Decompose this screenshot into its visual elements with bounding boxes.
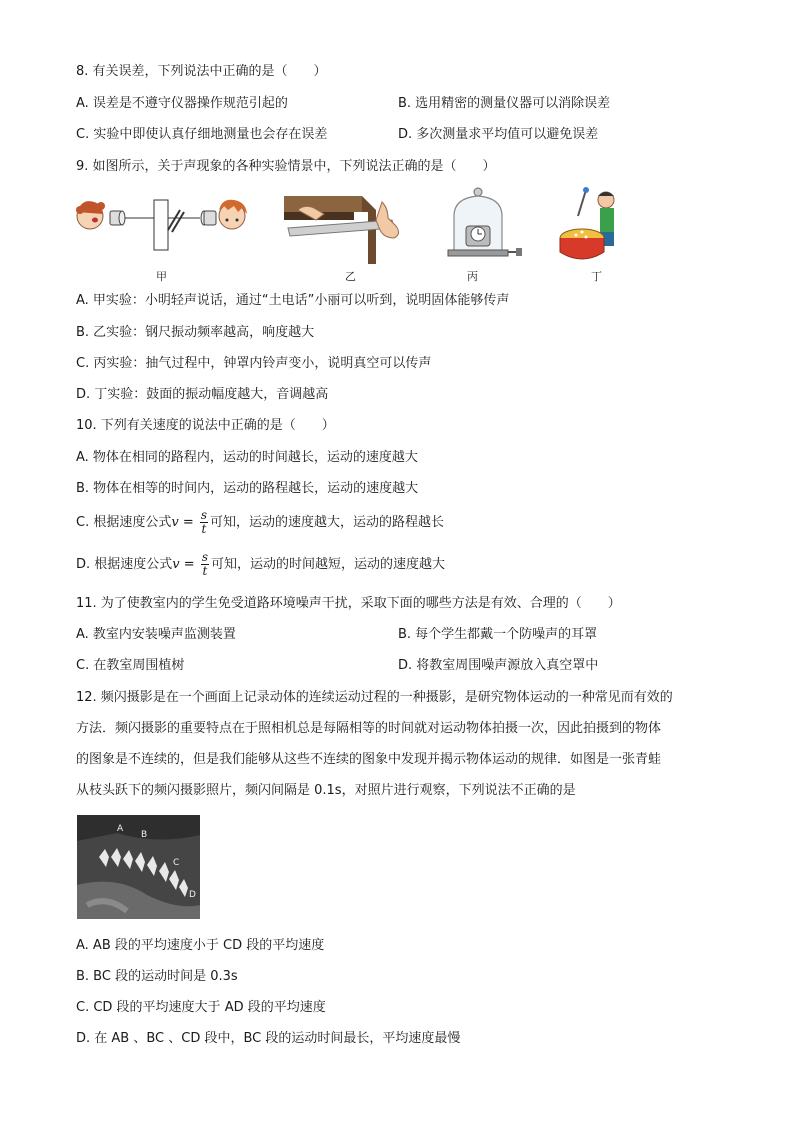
q10-option-c: [76, 508, 444, 538]
fraction-numerator: s: [201, 550, 208, 564]
velocity-symbol: v: [171, 515, 179, 530]
equals-sign: =: [178, 515, 198, 530]
figure-bing-bell-jar: [446, 186, 524, 266]
figure-jia-string-telephone: [72, 190, 252, 260]
q8-option-b: B. 选用精密的测量仪器可以消除误差: [398, 96, 611, 111]
frog-strobe-image: [77, 815, 200, 919]
photo-label-b: B: [141, 830, 148, 840]
q10-option-b: B. 物体在相等的时间内，运动的路程越长，运动的速度越大: [76, 481, 419, 496]
q10-option-d-suffix: 可知，运动的时间越短，运动的速度越大: [210, 557, 445, 572]
frog-strobe-photo: [77, 815, 200, 919]
figure-label-jia: 甲: [156, 270, 167, 283]
q12-stem-line-2: 方法．频闪摄影的重要特点在于照相机总是每隔相等的时间就对运动物体拍摄一次，因此拍摄到的物体: [76, 721, 662, 736]
q11-option-c: C. 在教室周围植树: [76, 658, 185, 673]
figure-ding-drum: [556, 186, 636, 268]
q9-option-d: D. 丁实验：鼓面的振动幅度越大，音调越高: [76, 387, 329, 402]
q10-option-d-prefix: D. 根据速度公式: [76, 557, 173, 572]
fraction-denominator: t: [201, 522, 207, 536]
velocity-symbol: v: [172, 557, 180, 572]
figure-label-ding: 丁: [591, 270, 602, 283]
q8-option-d: D. 多次测量求平均值可以避免误差: [398, 127, 599, 142]
figure-label-yi: 乙: [345, 270, 356, 283]
q10-option-c-prefix: C. 根据速度公式: [76, 515, 172, 530]
photo-label-d: D: [189, 890, 196, 900]
q12-option-c: C. CD 段的平均速度大于 AD 段的平均速度: [76, 1000, 326, 1015]
q11-option-a: A. 教室内安装噪声监测装置: [76, 627, 236, 642]
q10-stem: 10. 下列有关速度的说法中正确的是（ ）: [76, 418, 335, 433]
fraction-denominator: t: [202, 564, 208, 578]
q12-option-b: B. BC 段的运动时间是 0.3s: [76, 969, 238, 984]
speed-formula-fraction: [200, 509, 208, 536]
q12-option-d: D. 在 AB 、BC 、CD 段中，BC 段的运动时间最长，平均速度最慢: [76, 1031, 461, 1046]
fraction-numerator: s: [200, 508, 208, 522]
q9-option-b: B. 乙实验：钢尺振动频率越高，响度越大: [76, 325, 315, 340]
equals-sign: =: [179, 557, 199, 572]
q9-option-a: A. 甲实验：小明轻声说话，通过“土电话”小丽可以听到，说明固体能够传声: [76, 293, 510, 308]
q8-stem: 8. 有关误差，下列说法中正确的是（ ）: [76, 64, 327, 79]
photo-label-c: C: [173, 858, 180, 868]
q12-stem-line-3: 的图象是不连续的，但是我们能够从这些不连续的图象中发现并揭示物体运动的规律．如图是一张青蛙: [76, 752, 662, 767]
figure-yi-steel-ruler: [284, 190, 414, 264]
speed-formula-fraction: [201, 551, 209, 578]
q8-option-c: C. 实验中即使认真仔细地测量也会存在误差: [76, 127, 328, 142]
q10-option-a: A. 物体在相同的路程内，运动的时间越长，运动的速度越大: [76, 450, 418, 465]
q12-stem-line-4: 从枝头跃下的频闪摄影照片，频闪间隔是 0.1s，对照片进行观察，下列说法不正确的是: [76, 783, 576, 798]
figure-label-bing: 丙: [467, 270, 478, 283]
q9-option-c: C. 丙实验：抽气过程中，钟罩内铃声变小，说明真空可以传声: [76, 356, 432, 371]
photo-label-a: A: [117, 824, 124, 834]
q12-stem-line-1: 12. 频闪摄影是在一个画面上记录动体的连续运动过程的一种摄影，是研究物体运动的一种常见而有效的: [76, 690, 673, 705]
q12-option-a: A. AB 段的平均速度小于 CD 段的平均速度: [76, 938, 325, 953]
q11-option-b: B. 每个学生都戴一个防噪声的耳罩: [398, 627, 598, 642]
q10-option-d: [76, 550, 445, 580]
q8-option-a: A. 误差是不遵守仪器操作规范引起的: [76, 96, 288, 111]
q11-stem: 11. 为了使教室内的学生免受道路环境噪声干扰，采取下面的哪些方法是有效、合理的（ ）: [76, 596, 621, 611]
q10-option-c-suffix: 可知，运动的速度越大，运动的路程越长: [210, 515, 445, 530]
q9-stem: 9. 如图所示，关于声现象的各种实验情景中，下列说法正确的是（ ）: [76, 159, 496, 174]
q11-option-d: D. 将教室周围噪声源放入真空罩中: [398, 658, 599, 673]
